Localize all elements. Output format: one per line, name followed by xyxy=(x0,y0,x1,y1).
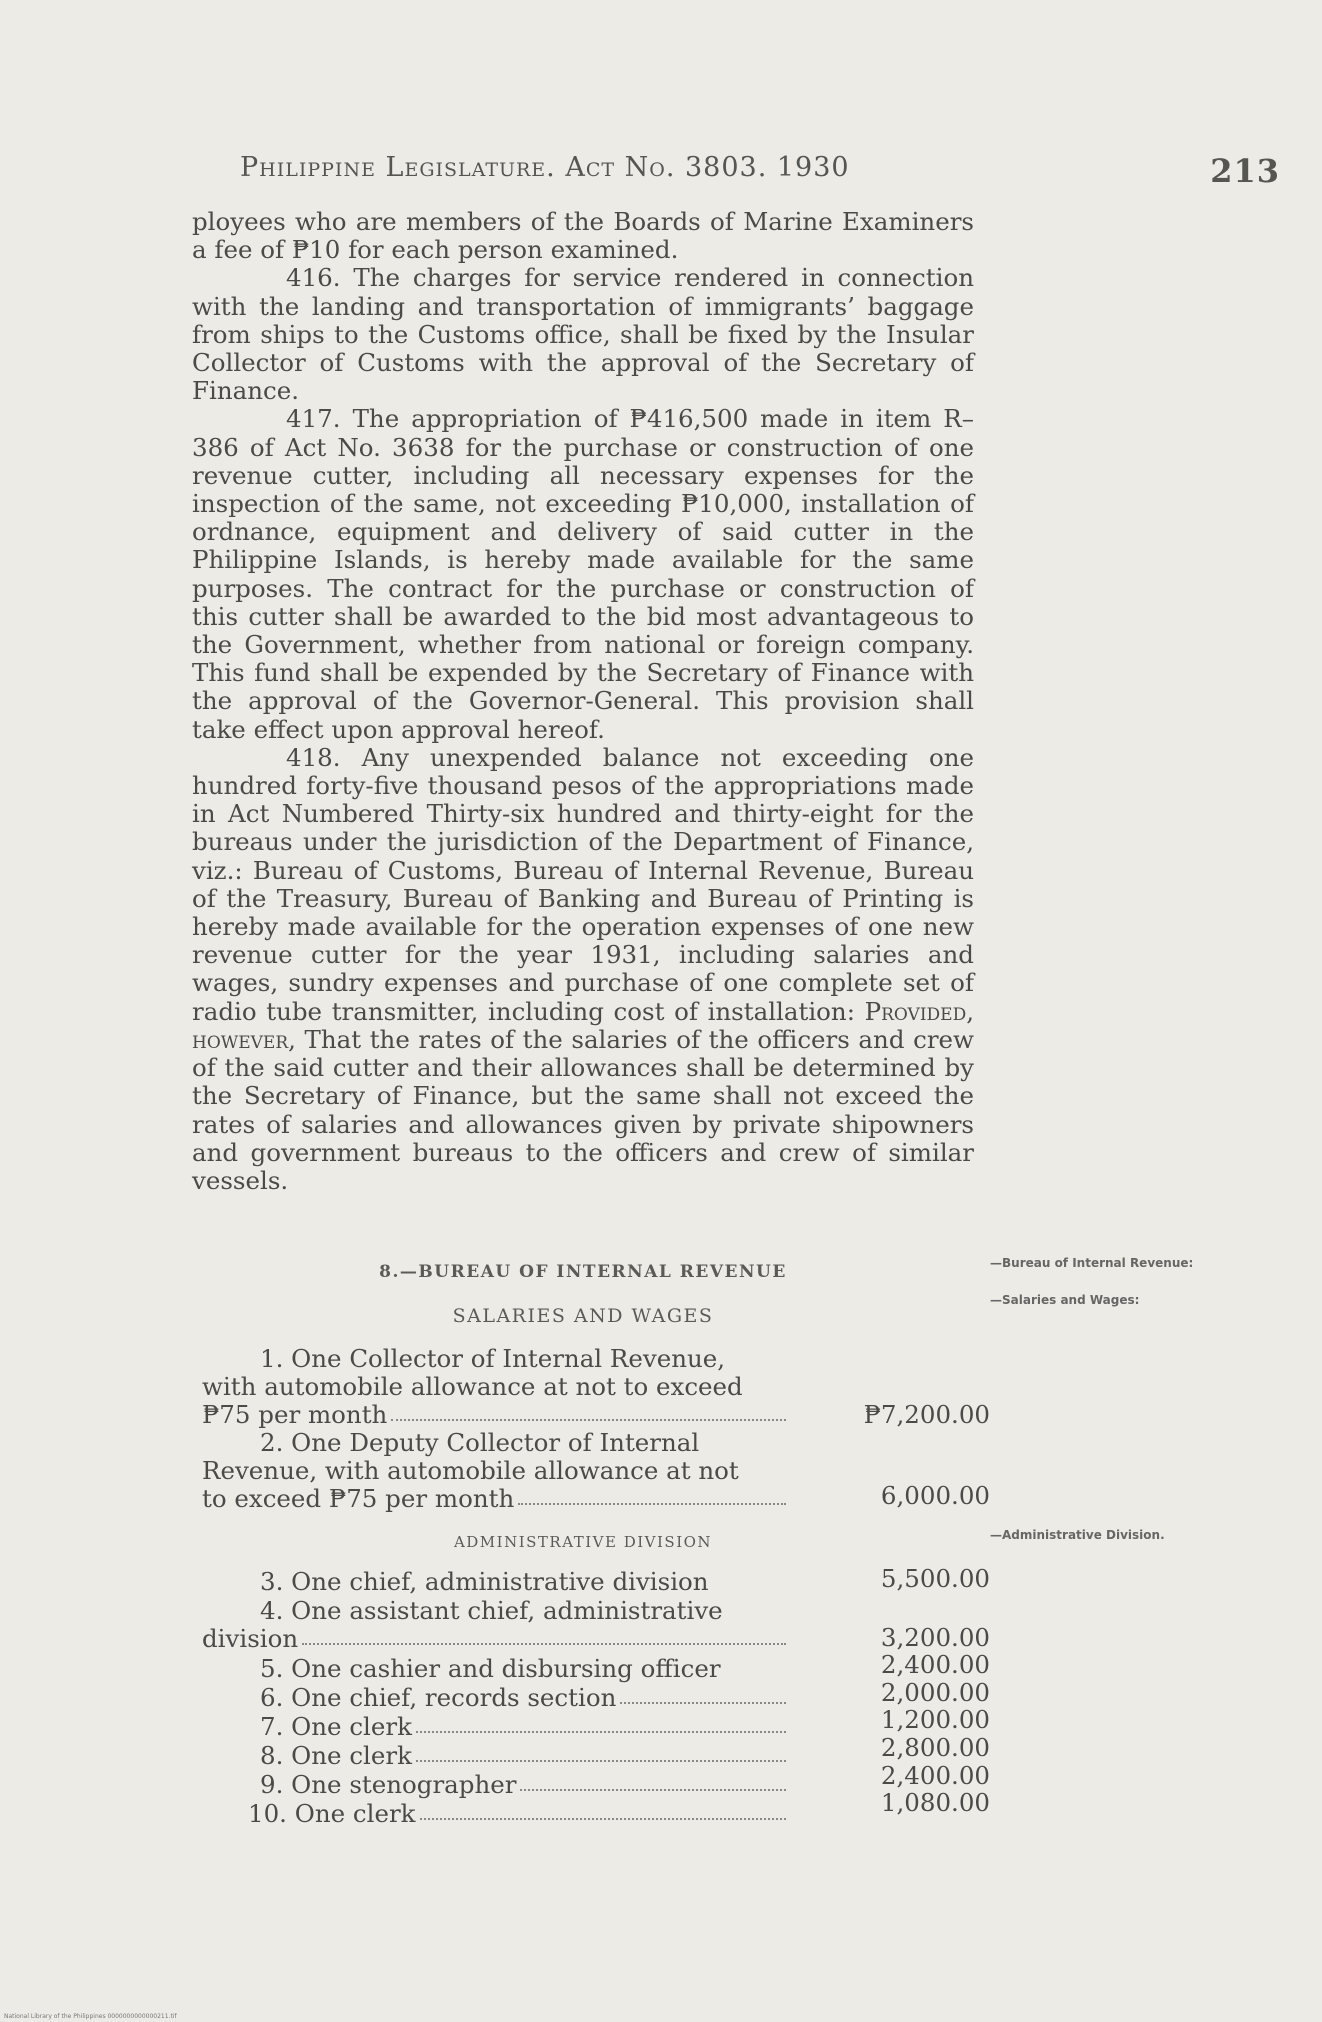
item-6-amount: 2,000.00 xyxy=(880,1678,990,1707)
item-6: 6. One chief, records section xyxy=(202,1684,790,1712)
item-1-amount: ₱7,200.00 xyxy=(863,1400,990,1429)
paragraph-416: 416. The charges for service rendered in connection with the landing and transportation of immigrants’ baggage from ships to the Customs office, shall be fixed by the Insular Collector of Customs with the approval of the Secretary of Finance. xyxy=(192,263,974,406)
paragraph-418-part-b: That the rates of the salaries of the officers and crew of the said cutter and their allowances shall be determined by the Secretary of Finance, but the same shall not exceed the rates of salaries and allowances given by private shipowners and government bureaus to the officers and crew of similar vessels. xyxy=(192,1024,975,1195)
paragraph-418 xyxy=(192,744,974,1195)
sidenote-bureau: —Bureau of Internal Revenue: xyxy=(990,1256,1194,1270)
item-8: 8. One clerk xyxy=(202,1742,790,1770)
item-3: 3. One chief, administrative division xyxy=(260,1567,709,1596)
item-10: 10. One clerk xyxy=(202,1800,790,1828)
scan-source-label: National Library of the Philippines 0000000000000211.tif xyxy=(4,2013,177,2020)
item-2: 2. One Deputy Collector of Internal Revenue, with automobile allowance at not to exceed ₱75 per month xyxy=(202,1429,790,1513)
item-9: 9. One stenographer xyxy=(202,1771,790,1799)
body-text xyxy=(192,208,974,1195)
item-9-amount: 2,400.00 xyxy=(880,1761,990,1790)
section-subheading: SALARIES AND WAGES xyxy=(452,1305,714,1327)
division-heading: ADMINISTRATIVE DIVISION xyxy=(453,1533,713,1551)
item-4: 4. One assistant chief, administrative division xyxy=(202,1597,790,1653)
item-5-amount: 2,400.00 xyxy=(880,1650,990,1679)
item-7: 7. One clerk xyxy=(202,1713,790,1741)
paragraph-continued: ployees who are members of the Boards of Marine Examiners a fee of ₱10 for each person examined. xyxy=(192,207,974,265)
provided-however: Provided, however, xyxy=(192,996,974,1054)
item-5: 5. One cashier and disbursing officer xyxy=(260,1654,721,1683)
item-10-amount: 1,080.00 xyxy=(880,1788,990,1817)
item-8-amount: 2,800.00 xyxy=(880,1733,990,1762)
sidenote-salaries: —Salaries and Wages: xyxy=(990,1293,1140,1307)
page-number: 213 xyxy=(1210,152,1280,190)
item-2-amount: 6,000.00 xyxy=(880,1481,990,1510)
sidenote-administrative: —Administrative Division. xyxy=(990,1528,1165,1542)
item-4-amount: 3,200.00 xyxy=(880,1623,990,1652)
running-title: Philippine Legislature. Act No. 3803. 1930 xyxy=(240,152,850,183)
item-1: 1. One Collector of Internal Revenue, with automobile allowance at not to exceed ₱75 per month xyxy=(202,1345,790,1429)
section-heading: 8.—BUREAU OF INTERNAL REVENUE xyxy=(379,1262,787,1282)
item-7-amount: 1,200.00 xyxy=(880,1705,990,1734)
item-3-amount: 5,500.00 xyxy=(880,1564,990,1593)
paragraph-418-part-a: 418. Any unexpended balance not exceeding one hundred forty-five thousand pesos of the appropriations made in Act Numbered Thirty-six hundred and thirty-eight for the bureaus under the jurisdiction of the Department of Finance, viz.: Bureau of Customs, Bureau of Internal Revenue, Bureau of the Treasury, Bureau of Banking and Bureau of Printing is hereby made available for the operation expenses of one new revenue cutter for the year 1931, including salaries and wages, sundry expenses and purchase of one complete set of radio tube transmitter, including cost of installation: xyxy=(192,742,974,1026)
paragraph-417: 417. The appropriation of ₱416,500 made in item R–386 of Act No. 3638 for the purchase or construction of one revenue cutter, including all necessary expenses for the inspection of the same, not exceeding ₱10,000, installation of ordnance, equipment and delivery of said cutter in the Philippine Islands, is hereby made available for the same purposes. The contract for the purchase or construction of this cutter shall be awarded to the bid most advantageous to the Government, whether from national or foreign company. This fund shall be expended by the Secretary of Finance with the approval of the Governor-General. This provision shall take effect upon approval hereof. xyxy=(192,404,974,744)
